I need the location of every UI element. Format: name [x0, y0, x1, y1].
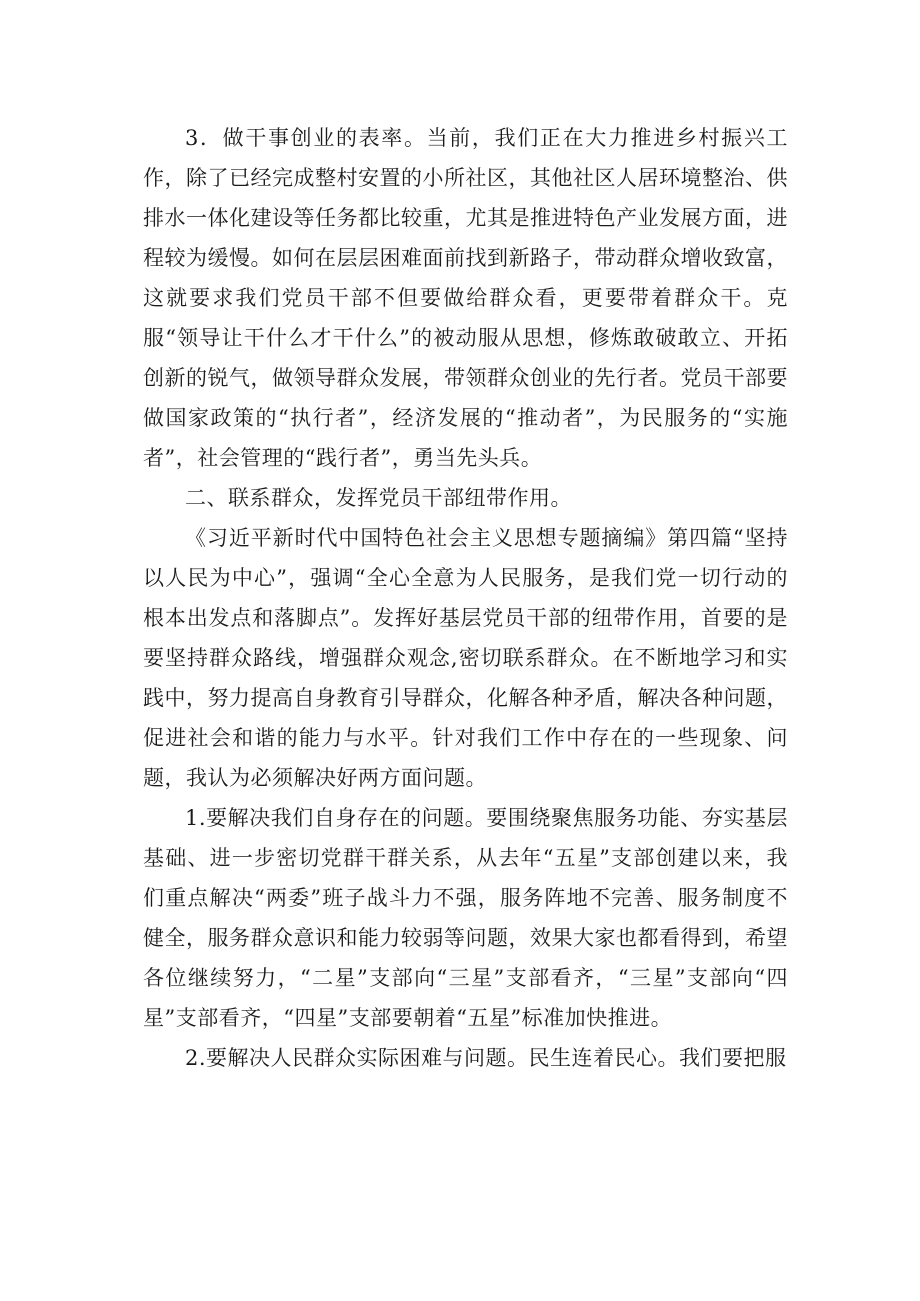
document-body — [143, 118, 788, 1078]
section-heading-2: 二、联系群众，发挥党员干部纽带作用。 — [185, 486, 572, 510]
paragraph-item-1-own-problems: 1.要解决我们自身存在的问题。要围绕聚焦服务功能、夯实基层基础、进一步密切党群干群关系，从去年“五星”支部创建以来，我们重点解决“两委”班子战斗力不强，服务阵地不完善、服务制度不健全，服务群众意识和能力较弱等问题，效果大家也都看得到，希望各位继续努力，“二星”支部向“三星”支部看齐，“三星”支部向“四星”支部看齐，“四星”支部要朝着“五星”标准加快推进。 — [143, 806, 788, 1030]
paragraph-quote-intro: 《习近平新时代中国特色社会主义思想专题摘编》第四篇“坚持以人民为中心”，强调“全心全意为人民服务，是我们党一切行动的根本出发点和落脚点”。发挥好基层党员干部的纽带作用，首要的是要坚持群众路线，增强群众观念,密切联系群众。在不断地学习和实践中，努力提高自身教育引导群众，化解各种矛盾，解决各种问题，促进社会和谐的能力与水平。针对我们工作中存在的一些现象、问题，我认为必须解决好两方面问题。 — [143, 526, 788, 790]
paragraph-item-2-people-problems: 2.要解决人民群众实际困难与问题。民生连着民心。我们要把服 — [185, 1046, 787, 1070]
paragraph-item-3-role-model: 3．做干事创业的表率。当前，我们正在大力推进乡村振兴工作，除了已经完成整村安置的小所社区，其他社区人居环境整治、供排水一体化建设等任务都比较重，尤其是推进特色产业发展方面，进程较为缓慢。如何在层层困难面前找到新路子，带动群众增收致富，这就要求我们党员干部不但要做给群众看，更要带着群众干。克服“领导让干什么才干什么”的被动服从思想，修炼敢破敢立、开拓创新的锐气，做领导群众发展，带领群众创业的先行者。党员干部要做国家政策的“执行者”，经济发展的“推动者”，为民服务的“实施者”，社会管理的“践行者”，勇当先头兵。 — [143, 126, 788, 470]
